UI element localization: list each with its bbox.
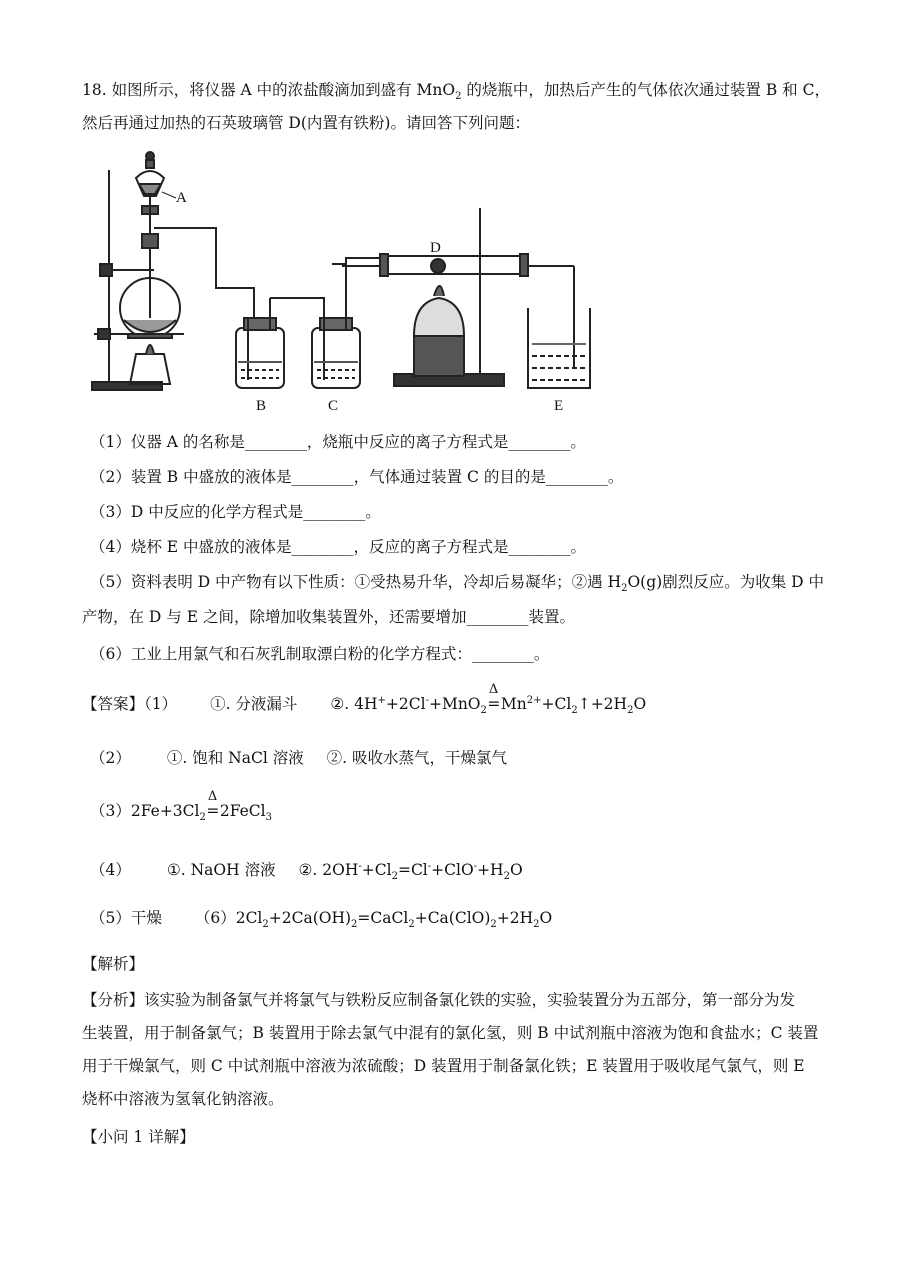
analysis-line4: 烧杯中溶液为氢氧化钠溶液。 — [82, 1090, 284, 1108]
question-2: （2）装置 B 中盛放的液体是________，气体通过装置 C 的目的是________。 — [90, 468, 624, 486]
analysis-label: 【解析】 — [82, 955, 145, 973]
sub-question-1-heading: 【小问 1 详解】 — [82, 1128, 195, 1146]
answer-4: （4） ①. NaOH 溶液 ②. $2OH^-+Cl_2=Cl^-+ClO^-+H_2O$ — [90, 860, 523, 883]
analysis-line3: 用于干燥氯气，则 C 中试剂瓶中溶液为浓硫酸；D 装置用于制备氯化铁；E 装置用于吸收尾气氯气，则 E — [82, 1057, 805, 1075]
answer-1: 【答案】（1） ①. 分液漏斗 ②. 4H++2Cl-+MnO$_2$ Δ $=Mn^{2+}+Cl_2↑+2H_2O$ — [82, 682, 647, 717]
label-b: B — [256, 398, 267, 414]
question-4: （4）烧杯 E 中盛放的液体是________，反应的离子方程式是________。 — [90, 538, 587, 556]
analysis-line1: 【分析】该实验为制备氯气并将氯气与铁粉反应制备氯化铁的实验，实验装置分为五部分，第一部分为发 — [82, 991, 796, 1009]
answer-2: （2） ①. 饱和 NaCl 溶液 ②. 吸收水蒸气，干燥氯气 — [90, 749, 508, 767]
question-6: （6）工业上用氯气和石灰乳制取漂白粉的化学方程式：________。 — [90, 645, 550, 663]
label-e: E — [554, 398, 564, 414]
answer-label: 【答案】 — [82, 695, 145, 713]
analysis-line2: 生装置，用于制备氯气；B 装置用于除去氯气中混有的氯化氢，则 B 中试剂瓶中溶液为饱和食盐水；C 装置 — [82, 1024, 819, 1042]
question-1: （1）仪器 A 的名称是________，烧瓶中反应的离子方程式是________。 — [90, 433, 586, 451]
question-5-line1: （5）资料表明 D 中产物有以下性质：①受热易升华，冷却后易凝华；②遇 $H_2O(g)$剧烈反应。为收集 D 中 — [90, 573, 824, 595]
answer-3: $(3)2Fe+3Cl_2$ Δ =2FeCl$_3$ — [90, 789, 272, 824]
question-5-line2: 产物，在 D 与 E 之间，除增加收集装置外，还需要增加________装置。 — [82, 608, 575, 626]
label-c: C — [328, 398, 339, 414]
label-a: A — [176, 190, 187, 206]
question-stem-line2: 然后再通过加热的石英玻璃管 D(内置有铁粉)。请回答下列问题： — [82, 114, 530, 132]
label-d: D — [430, 240, 441, 256]
question-3: （3）D 中反应的化学方程式是________。 — [90, 503, 381, 521]
answer-5-6: （5）干燥 $(6)2Cl_2+2Ca(OH)_2=CaCl_2+Ca(ClO)_2+2H_2O$ — [90, 909, 553, 931]
question-stem-line1: 18. 如图所示，将仪器 A 中的浓盐酸滴加到盛有 MnO$_2$ 的烧瓶中，加热后产生的气体依次通过装置 B 和 C， — [82, 81, 830, 103]
apparatus-figure — [84, 148, 614, 416]
